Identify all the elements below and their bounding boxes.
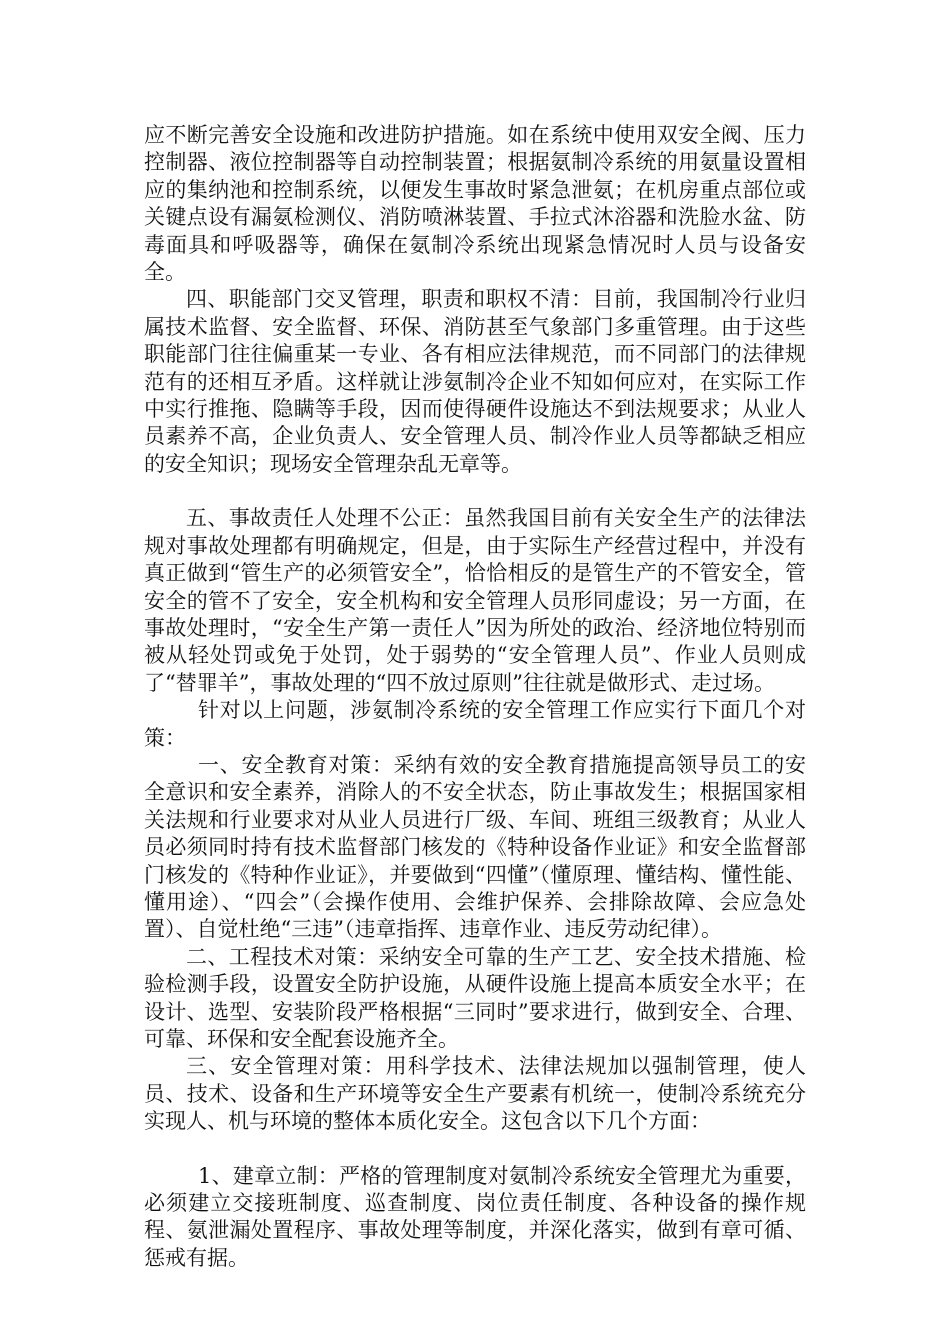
paragraph-safety-education: 一、安全教育对策：采纳有效的安全教育措施提高领导员工的安全意识和安全素养，消除人的不安全状态，防止事故发生；根据国家相关法规和行业要求对从业人员进行厂级、车间、班组三级教育；从业人员必须同时持有技术监督部门核发的《特种设备作业证》和安全监督部门核发的《特种作业证》，并要做到“四懂”（懂原理、懂结构、懂性能、懂用途）、“四会”（会操作使用、会维护保养、会排除故障、会应急处置）、自觉杜绝“三违”（违章指挥、违章作业、违反劳动纪律）。 xyxy=(144,752,806,942)
paragraph-rules-and-regulations: 1、建章立制：严格的管理制度对氨制冷系统安全管理尤为重要，必须建立交接班制度、巡查制度、岗位责任制度、各种设备的操作规程、氨泄漏处置程序、事故处理等制度，并深化落实，做到有章可循、惩戒有据。 xyxy=(144,1163,806,1270)
paragraph-countermeasures-intro: 针对以上问题，涉氨制冷系统的安全管理工作应实行下面几个对策： xyxy=(144,698,806,750)
paragraph-safety-management: 三、安全管理对策：用科学技术、法律法规加以强制管理，使人员、技术、设备和生产环境等安全生产要素有机统一，使制冷系统充分实现人、机与环境的整体本质化安全。这包含以下几个方面： xyxy=(144,1054,806,1134)
document-body xyxy=(144,122,806,1272)
paragraph-safety-facilities: 应不断完善安全设施和改进防护措施。如在系统中使用双安全阀、压力控制器、液位控制器等自动控制装置；根据氨制冷系统的用氨量设置相应的集纳池和控制系统，以便发生事故时紧急泄氨；在机房重点部位或关键点设有漏氨检测仪、消防喷淋装置、手拉式沐浴器和洗脸水盆、防毒面具和呼吸器等，确保在氨制冷系统出现紧急情况时人员与设备安全。 xyxy=(144,123,806,285)
paragraph-department-management: 四、职能部门交叉管理，职责和职权不清：目前，我国制冷行业归属技术监督、安全监督、环保、消防甚至气象部门多重管理。由于这些职能部门往往偏重某一专业、各有相应法律规范，而不同部门的法律规范有的还相互矛盾。这样就让涉氨制冷企业不知如何应对，在实际工作中实行推拖、隐瞒等手段，因而使得硬件设施达不到法规要求；从业人员素养不高，企业负责人、安全管理人员、制冷作业人员等都缺乏相应的安全知识；现场安全管理杂乱无章等。 xyxy=(144,287,806,476)
paragraph-accident-responsibility: 五、事故责任人处理不公正：虽然我国目前有关安全生产的法律法规对事故处理都有明确规定，但是，由于实际生产经营过程中，并没有真正做到“管生产的必须管安全”，恰恰相反的是管生产的不管安全，管安全的管不了安全，安全机构和安全管理人员形同虚设；另一方面，在事故处理时，“安全生产第一责任人”因为所处的政治、经济地位特别而被从轻处罚或免于处罚，处于弱势的“安全管理人员”、作业人员则成了“替罪羊”，事故处理的“四不放过原则”往往就是做形式、走过场。 xyxy=(144,506,806,695)
paragraph-engineering-technology: 二、工程技术对策：采纳安全可靠的生产工艺、安全技术措施、检验检测手段，设置安全防护设施，从硬件设施上提高本质安全水平；在设计、选型、安装阶段严格根据“三同时”要求进行，做到安全、合理、可靠、环保和安全配套设施齐全。 xyxy=(144,944,806,1051)
